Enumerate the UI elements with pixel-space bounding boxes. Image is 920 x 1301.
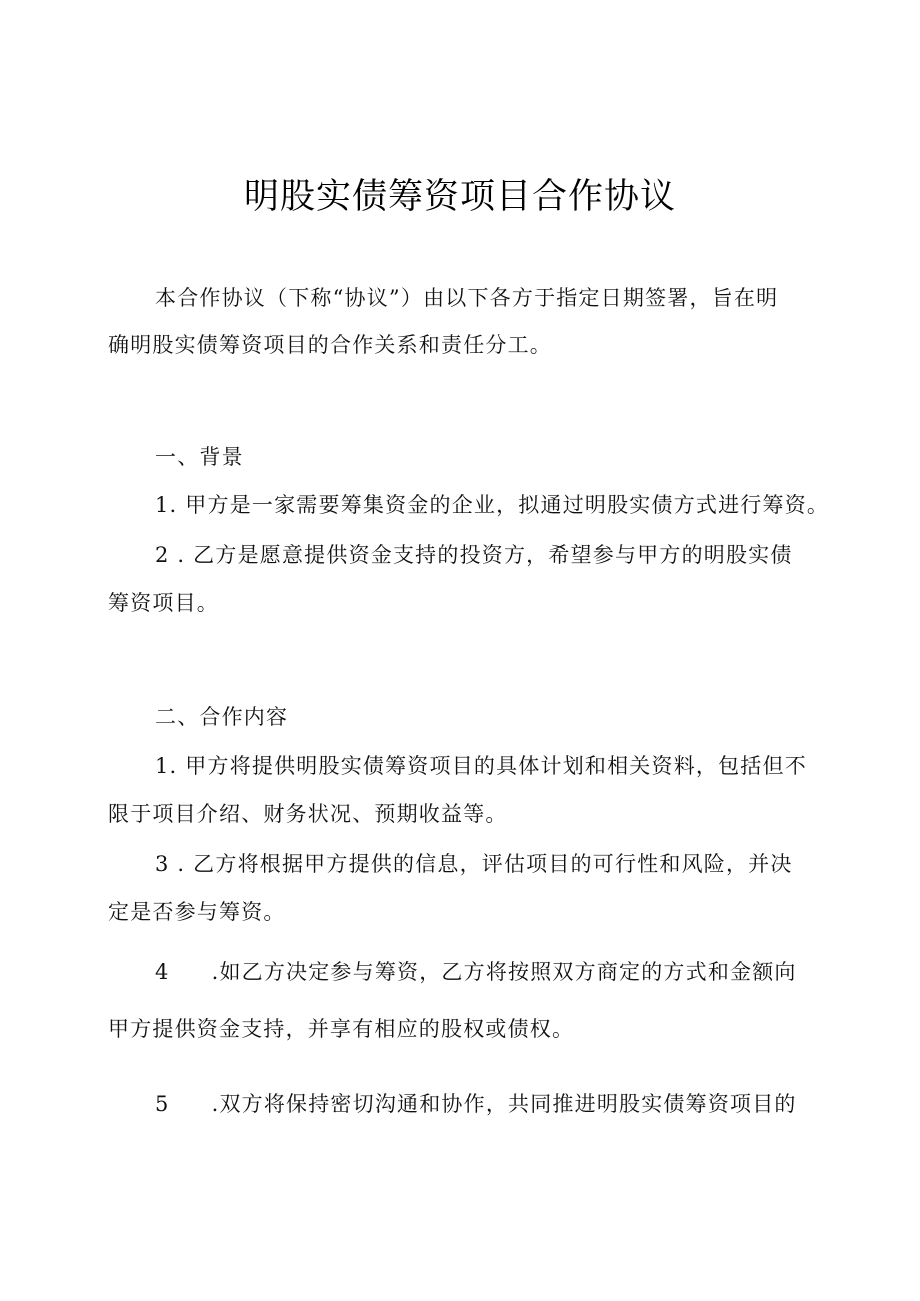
intro-line-2: 确明股实债筹资项目的合作关系和责任分工。 [108,333,552,357]
section-1-item-2-line-2: 筹资项目。 [108,591,219,615]
section-2-item-5-line-1 [155,1089,825,1119]
section-2-item-1-line-2: 限于项目介绍、财务状况、预期收益等。 [108,802,508,826]
intro-line-1: 本合作协议（下称“协议”）由以下各方于指定日期签署，旨在明 [155,286,779,310]
item-5-text: .双方将保持密切沟通和协作，共同推进明股实债筹资项目的 [211,1092,797,1116]
section-2-item-4-line-2: 甲方提供资金支持，并享有相应的股权或债权。 [108,1017,575,1041]
section-1-item-2-line-1: 2 . 乙方是愿意提供资金支持的投资方，希望参与甲方的明股实债 [155,543,793,567]
item-4-number: 4 [155,960,170,984]
document-title: 明股实债筹资项目合作协议 [243,177,676,217]
section-2-item-1-line-1: 1. 甲方将提供明股实债筹资项目的具体计划和相关资料，包括但不 [155,754,807,778]
item-5-number: 5 [155,1092,170,1116]
section-1-heading: 一、背景 [155,445,244,469]
section-2-item-3-line-2: 定是否参与筹资。 [108,900,286,924]
section-2-item-3-line-1: 3 . 乙方将根据甲方提供的信息，评估项目的可行性和风险，并决 [155,852,793,876]
section-1-item-1: 1. 甲方是一家需要筹集资金的企业，拟通过明股实债方式进行筹资。 [155,493,830,517]
section-2-heading: 二、合作内容 [155,705,289,729]
section-2-item-4-line-1 [155,957,825,987]
item-4-text: .如乙方决定参与筹资，乙方将按照双方商定的方式和金额向 [211,960,797,984]
